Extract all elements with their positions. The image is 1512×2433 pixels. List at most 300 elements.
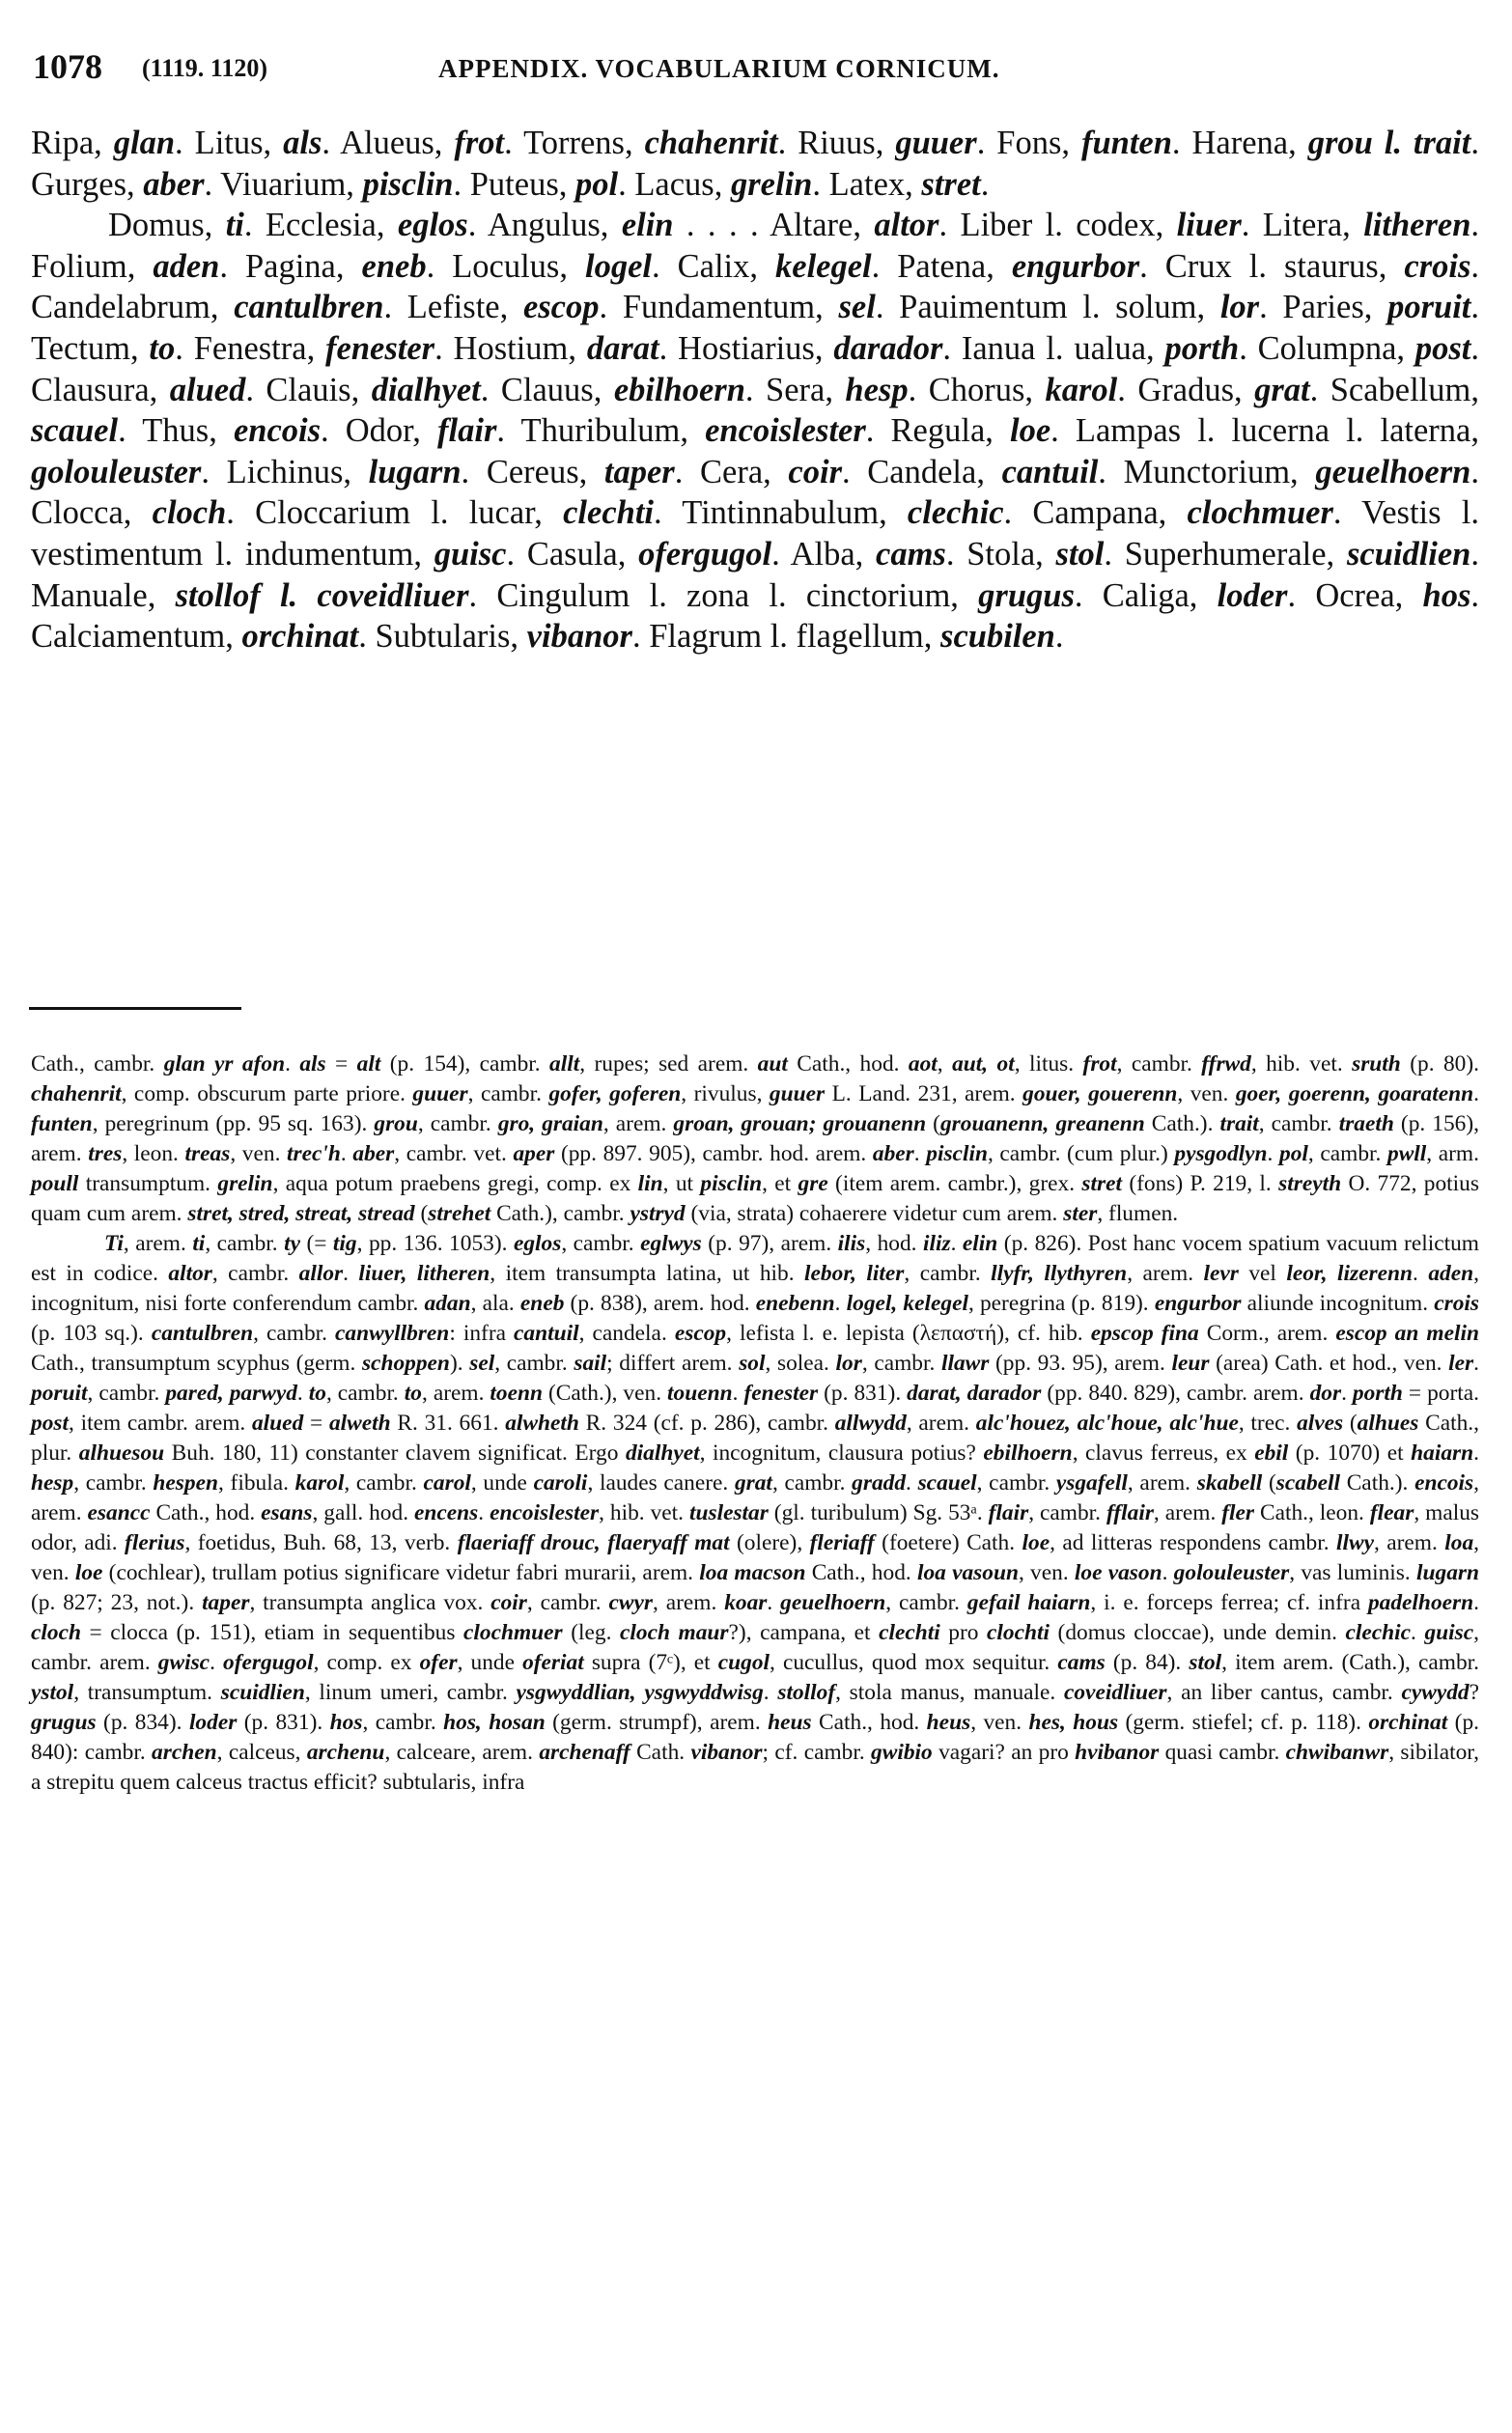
- latin-text: . Gurges,: [31, 125, 1479, 203]
- latin-text: .: [913, 1141, 927, 1166]
- cornish-word: crois: [1434, 1291, 1480, 1316]
- latin-text: transumptum.: [78, 1171, 218, 1196]
- latin-text: (cochlear), trullam potius significare videtur fabri murarii, arem.: [102, 1560, 700, 1585]
- latin-text: , comp. ex: [313, 1650, 420, 1675]
- cornish-word: pared, parwyd: [165, 1381, 297, 1406]
- latin-text: (p. 840): cambr.: [31, 1710, 1479, 1765]
- cornish-word: clechic: [1345, 1620, 1412, 1645]
- cornish-word: sel: [469, 1351, 495, 1376]
- latin-text: .: [980, 165, 990, 203]
- latin-text: , clavus ferreus, ex: [1072, 1440, 1255, 1466]
- latin-text: (: [1262, 1470, 1276, 1496]
- cornish-word: aot: [908, 1051, 938, 1077]
- cornish-word: flair: [437, 412, 497, 450]
- latin-text: , sibilator, a strepitu quem calceus tractus efficit? subtularis, infra: [31, 1740, 1479, 1795]
- latin-text: . Lefiste,: [383, 289, 523, 326]
- cornish-word: toenn: [490, 1381, 543, 1406]
- latin-text: , cambr.: [904, 1261, 992, 1286]
- latin-text: cambr.: [1331, 1680, 1402, 1705]
- latin-text: .: [201, 453, 227, 490]
- latin-text: . Pagina,: [219, 247, 362, 285]
- cornish-word: cantuil: [1001, 453, 1099, 490]
- cornish-word: padelhoern: [1367, 1590, 1474, 1615]
- cornish-word: grugus: [31, 1710, 97, 1735]
- latin-text: , comp. obscurum parte priore.: [121, 1081, 413, 1106]
- latin-text: hod., ven.: [1352, 1351, 1449, 1376]
- latin-text: .: [871, 247, 898, 285]
- latin-text: , ven.: [970, 1710, 1029, 1735]
- cornish-word: archenaff: [539, 1740, 630, 1765]
- latin-text: calceus,: [228, 1740, 307, 1765]
- latin-text: , trec.: [1238, 1411, 1298, 1436]
- latin-text: . Candelabrum,: [31, 247, 1479, 326]
- cornish-word: allt: [549, 1051, 580, 1077]
- cornish-word: alhues: [1357, 1411, 1419, 1436]
- latin-text: , vas luminis.: [1289, 1560, 1416, 1585]
- cornish-word: kelegel: [775, 247, 872, 285]
- latin-text: , arem.: [123, 1231, 193, 1256]
- cornish-word: altor: [874, 207, 939, 244]
- cornish-word: loder: [188, 1710, 238, 1735]
- latin-text: : infra: [449, 1321, 515, 1346]
- cornish-word: ti: [225, 207, 244, 244]
- cornish-word: dialhyet: [371, 371, 481, 408]
- latin-text: . Thus,: [118, 412, 234, 450]
- cornish-word: scuidlien: [1346, 535, 1471, 573]
- latin-text: , cambr.: [253, 1321, 336, 1346]
- latin-text: Cath., cambr.: [31, 1051, 164, 1077]
- cornish-word: dialhyet: [625, 1440, 700, 1466]
- latin-text: cambr.: [784, 1470, 853, 1496]
- latin-text: , cambr.: [467, 1081, 549, 1106]
- latin-text: Domus,: [108, 207, 226, 244]
- cornish-word: grugus: [978, 576, 1075, 614]
- latin-text: vel: [1238, 1261, 1287, 1286]
- latin-text: , cambr.: [861, 1351, 941, 1376]
- cornish-word: pwll: [1387, 1141, 1427, 1166]
- cornish-word: streyth: [1278, 1171, 1342, 1196]
- cornish-word: vibanor: [526, 618, 632, 656]
- cornish-word: hos, hosan: [443, 1710, 546, 1735]
- latin-text: , rivulus,: [681, 1081, 770, 1106]
- cornish-word: stret: [1081, 1171, 1122, 1196]
- latin-text: Patena,: [897, 247, 1012, 285]
- cornish-word: ty: [284, 1231, 300, 1256]
- latin-text: .: [1054, 618, 1064, 656]
- cornish-word: frot: [454, 125, 505, 161]
- latin-text: , cambr.: [87, 1381, 166, 1406]
- latin-text: . Clausura,: [31, 329, 1479, 408]
- cornish-word: alt: [356, 1051, 381, 1077]
- cornish-word: cloch: [31, 1620, 81, 1645]
- cornish-word: flair: [988, 1500, 1029, 1525]
- latin-text: . Ecclesia,: [243, 207, 398, 244]
- cornish-word: clechic: [907, 494, 1004, 532]
- cornish-word: guisc: [434, 535, 507, 573]
- latin-text: , ven.: [1018, 1560, 1075, 1585]
- latin-text: .: [1162, 1560, 1174, 1585]
- cornish-word: chahenrit: [31, 1081, 122, 1106]
- latin-text: R. 324 (cf. p. 286), cambr.: [578, 1411, 835, 1436]
- latin-text: , cambr.: [31, 1620, 1479, 1675]
- cornish-word: alc'houez, alc'houe, alc'hue: [975, 1411, 1239, 1436]
- latin-text: , calceare, arem.: [384, 1740, 540, 1765]
- latin-text: , transumpta anglica vox.: [249, 1590, 491, 1615]
- cornish-word: chahenrit: [644, 125, 778, 161]
- cornish-word: alued: [169, 371, 246, 408]
- cornish-word: gradd: [852, 1470, 907, 1496]
- cornish-word: loe: [1010, 412, 1051, 450]
- cornish-word: aber: [872, 1141, 914, 1166]
- latin-text: hod.: [710, 1291, 756, 1316]
- latin-text: Cath., transumptum scyphus (germ.: [31, 1351, 362, 1376]
- latin-text: Cath., plur.: [31, 1411, 1479, 1466]
- latin-text: (foetere) Cath.: [874, 1530, 1022, 1555]
- cornish-word: oferiat: [522, 1650, 584, 1675]
- latin-text: (p. 80).: [1400, 1051, 1480, 1077]
- latin-text: , ven.: [1177, 1081, 1236, 1106]
- cornish-word: alued: [251, 1411, 304, 1436]
- latin-text: (: [1343, 1411, 1358, 1436]
- cornish-word: ebil: [1254, 1440, 1289, 1466]
- latin-text: , cambr.: [561, 1231, 641, 1256]
- latin-text: (germ. stiefel; cf. p. 118).: [1118, 1710, 1369, 1735]
- cornish-word: esancc: [87, 1500, 151, 1525]
- latin-text: , arem.: [1373, 1530, 1445, 1555]
- latin-text: . Stola,: [945, 535, 1056, 573]
- latin-text: (p. 827; 23, not.).: [31, 1590, 203, 1615]
- latin-text: .: [285, 1051, 300, 1077]
- cornish-word: eneb: [519, 1291, 565, 1316]
- latin-text: Cath.,: [150, 1500, 216, 1525]
- latin-text: . Vestis l. vestimentum l. indumentum,: [31, 494, 1479, 573]
- cornish-word: logel: [585, 247, 652, 285]
- cornish-word: epscop fina: [1090, 1321, 1199, 1346]
- latin-text: Cath.), cambr.: [490, 1201, 630, 1226]
- latin-text: . Cloccarium l. lucar,: [226, 494, 564, 532]
- latin-text: .: [834, 1291, 847, 1316]
- cornish-word: eneb: [361, 247, 427, 285]
- cornish-word: lor: [1219, 289, 1260, 326]
- cornish-word: heus: [926, 1710, 971, 1735]
- page-number: 1078: [33, 47, 102, 86]
- latin-text: , arem.: [1153, 1500, 1222, 1525]
- cornish-word: cantulbren: [234, 289, 384, 326]
- latin-text: . Clauis,: [245, 371, 372, 408]
- latin-text: (p. 838), arem.: [564, 1291, 711, 1316]
- cornish-word: eglos: [397, 207, 468, 244]
- cornish-word: coveidliuer: [1063, 1680, 1167, 1705]
- cornish-word: darat, darador: [907, 1381, 1042, 1406]
- latin-text: .: [732, 1381, 744, 1406]
- running-title: APPENDIX. VOCABULARIUM CORNICUM.: [438, 54, 1000, 83]
- latin-text: .: [767, 1590, 781, 1615]
- footnote-paragraph: [31, 1049, 1479, 1229]
- latin-text: , malus odor, adi.: [31, 1500, 1479, 1555]
- latin-text: , leon.: [122, 1141, 185, 1166]
- latin-text: (p. 84).: [1105, 1650, 1190, 1675]
- cornish-word: goer, goerenn, goaratenn: [1235, 1081, 1474, 1106]
- latin-text: pro: [939, 1620, 988, 1645]
- latin-text: .: [210, 1650, 223, 1675]
- latin-text: , cambr.: [526, 1590, 609, 1615]
- latin-text: .: [1470, 576, 1480, 614]
- cornish-word: porth: [1352, 1381, 1403, 1406]
- cornish-word: to: [404, 1381, 422, 1406]
- latin-text: =: [325, 1051, 357, 1077]
- latin-text: .: [478, 1500, 490, 1525]
- cornish-word: scauel: [917, 1470, 977, 1496]
- latin-text: , i. e. forceps ferrea; cf. infra: [1090, 1590, 1368, 1615]
- latin-text: supra (7ᶜ), et: [583, 1650, 718, 1675]
- cornish-word: guuer: [412, 1081, 468, 1106]
- latin-text: , cambr.: [325, 1381, 405, 1406]
- latin-text: . Torrens,: [504, 125, 645, 161]
- cornish-word: engurbor: [1154, 1291, 1242, 1316]
- latin-text: L. Land. 231, arem.: [825, 1081, 1023, 1106]
- cornish-word: koar: [724, 1590, 768, 1615]
- cornish-word: logel, kelegel: [846, 1291, 968, 1316]
- latin-text: , litus.: [1014, 1051, 1083, 1077]
- page-range: (1119. 1120): [142, 54, 268, 82]
- cornish-word: aden: [1428, 1261, 1474, 1286]
- latin-text: (p. 154), cambr.: [380, 1051, 550, 1077]
- footnotes: [31, 1049, 1479, 1798]
- latin-text: . Litera,: [1241, 207, 1364, 244]
- cornish-word: engurbor: [1011, 247, 1140, 285]
- latin-text: , cambr.: [205, 1231, 285, 1256]
- latin-text: , pp. 136. 1053).: [356, 1231, 514, 1256]
- latin-text: .: [343, 1261, 359, 1286]
- latin-text: . Manuale,: [31, 535, 1479, 614]
- cornish-word: pisclin: [362, 165, 454, 203]
- latin-text: Cath., hod.: [811, 1710, 927, 1735]
- cornish-word: cloch: [152, 494, 227, 532]
- latin-text: vagari? an pro: [932, 1740, 1076, 1765]
- latin-text: . Latex,: [812, 165, 922, 203]
- latin-text: .: [618, 165, 635, 203]
- latin-text: . Lampas l. lucerna l. laterna,: [1050, 412, 1479, 450]
- latin-text: (pp. 897. 905), cambr. hod. arem.: [554, 1141, 873, 1166]
- latin-text: .: [599, 289, 623, 326]
- cornish-word: cugol: [717, 1650, 770, 1675]
- latin-text: Cath.).: [1340, 1470, 1415, 1496]
- cornish-word: hesp: [31, 1470, 74, 1496]
- latin-text: ,: [494, 1351, 507, 1376]
- cornish-word: dor: [1309, 1381, 1342, 1406]
- cornish-word: cywydd: [1401, 1680, 1470, 1705]
- latin-text: hib.: [1048, 1321, 1091, 1346]
- cornish-word: karol: [1045, 371, 1118, 408]
- cornish-word: grat: [734, 1470, 772, 1496]
- cornish-word: aden: [153, 247, 220, 285]
- cornish-word: orchinat: [1368, 1710, 1448, 1735]
- cornish-word: darat: [586, 329, 659, 367]
- cornish-word: clochti: [987, 1620, 1050, 1645]
- latin-text: .: [1267, 1141, 1280, 1166]
- latin-text: .: [771, 535, 791, 573]
- cornish-word: ofergugol: [223, 1650, 314, 1675]
- latin-text: . Loculus,: [426, 247, 585, 285]
- latin-text: . Superhumerale,: [1104, 535, 1347, 573]
- latin-text: , hib. vet.: [1250, 1051, 1353, 1077]
- page-header: [33, 46, 1481, 85]
- latin-text: .: [1239, 329, 1258, 367]
- latin-text: (: [414, 1201, 429, 1226]
- cornish-word: archenu: [306, 1740, 385, 1765]
- latin-text: , ven.: [230, 1141, 288, 1166]
- cornish-word: poruit: [31, 1381, 88, 1406]
- cornish-word: escop: [522, 289, 600, 326]
- latin-text: (p. 103 sq.).: [31, 1321, 152, 1346]
- latin-text: (: [926, 1111, 940, 1136]
- cornish-word: grou l. trait: [1307, 125, 1471, 161]
- cornish-word: coir: [490, 1590, 527, 1615]
- cornish-word: gouer, gouerenn: [1022, 1081, 1178, 1106]
- latin-text: , cambr.: [344, 1470, 424, 1496]
- cornish-word: encois: [1414, 1470, 1474, 1496]
- latin-text: . Ianua l. ualua,: [942, 329, 1165, 367]
- cornish-word: hes, hous: [1028, 1710, 1119, 1735]
- latin-text: . Angulus,: [467, 207, 622, 244]
- cornish-word: liuer, litheren: [358, 1261, 490, 1286]
- cornish-word: alhuesou: [78, 1440, 165, 1466]
- latin-text: . Viuarium,: [204, 165, 363, 203]
- cornish-word: eglwys: [640, 1231, 702, 1256]
- cornish-word: loe: [1022, 1530, 1050, 1555]
- latin-text: . Casula,: [506, 535, 639, 573]
- cornish-word: encoislester: [490, 1500, 600, 1525]
- latin-text: significat. Ergo: [477, 1440, 626, 1466]
- cornish-word: ofergugol: [638, 535, 772, 573]
- cornish-word: encoislester: [705, 412, 866, 450]
- latin-text: , stola manus, manuale.: [835, 1680, 1064, 1705]
- latin-text: .: [1341, 1381, 1353, 1406]
- latin-text: cambr. arem.: [126, 1411, 252, 1436]
- cornish-word: pisclin: [700, 1171, 763, 1196]
- latin-text: Columpna,: [1257, 329, 1415, 367]
- latin-text: , cambr.: [885, 1590, 967, 1615]
- cornish-word: cams: [1057, 1650, 1106, 1675]
- latin-text: (via,: [685, 1201, 738, 1226]
- latin-text: . Hostiarius,: [658, 329, 834, 367]
- cornish-word: to: [308, 1381, 326, 1406]
- cornish-word: eglos: [513, 1231, 562, 1256]
- latin-text: (gl. turibulum) Sg. 53ᵃ.: [768, 1500, 989, 1525]
- latin-text: R. 31. 661.: [390, 1411, 506, 1436]
- cornish-word: haiarn: [1411, 1440, 1474, 1466]
- latin-text: .: [1473, 1351, 1479, 1376]
- latin-text: (Cath.), ven.: [543, 1381, 668, 1406]
- latin-text: ; differt arem.: [606, 1351, 740, 1376]
- main-paragraph: [31, 205, 1479, 657]
- latin-text: , peregrinum (pp. 95 sq. 163).: [92, 1111, 375, 1136]
- cornish-word: esans: [261, 1500, 313, 1525]
- cornish-word: clochmuer: [463, 1620, 563, 1645]
- cornish-word: sol: [739, 1351, 766, 1376]
- cornish-word: loa macson: [699, 1560, 806, 1585]
- cornish-word: llawr: [940, 1351, 990, 1376]
- cornish-word: als: [299, 1051, 326, 1077]
- cornish-word: heus: [768, 1710, 812, 1735]
- latin-text: . Paries,: [1259, 289, 1388, 326]
- cornish-word: post: [31, 1411, 69, 1436]
- latin-text: , arem.: [421, 1381, 490, 1406]
- cornish-word: tig: [332, 1231, 357, 1256]
- latin-text: , an liber cantus,: [1166, 1680, 1332, 1705]
- cornish-word: groan, grouan; grouanenn: [673, 1111, 927, 1136]
- cornish-word: fenester: [743, 1381, 819, 1406]
- latin-text: .: [496, 412, 521, 450]
- cornish-word: flerius: [125, 1530, 185, 1555]
- latin-text: Fundamentum,: [622, 289, 839, 326]
- latin-text: Cath.: [630, 1740, 691, 1765]
- latin-text: Lichinus,: [226, 453, 369, 490]
- latin-text: . Munctorium,: [1098, 453, 1316, 490]
- latin-text: . Puteus,: [453, 165, 576, 203]
- cornish-word: encens: [414, 1500, 479, 1525]
- latin-text: . Folium,: [31, 207, 1480, 285]
- cornish-word: lor: [835, 1351, 862, 1376]
- cornish-word: alweth: [328, 1411, 391, 1436]
- latin-text: . Sera,: [744, 371, 846, 408]
- latin-text: .: [1411, 1620, 1425, 1645]
- cornish-word: lugarn: [1416, 1560, 1480, 1585]
- latin-text: = porta.: [1402, 1381, 1479, 1406]
- latin-text: (p. 97), arem.: [701, 1231, 838, 1256]
- cornish-word: ffrwd: [1201, 1051, 1251, 1077]
- cornish-word: ystryd: [630, 1201, 686, 1226]
- cornish-word: stret: [921, 165, 981, 203]
- latin-text: hod.: [871, 1560, 917, 1585]
- cornish-word: cloch maur: [620, 1620, 729, 1645]
- cornish-word: leur: [1171, 1351, 1210, 1376]
- latin-text: (p. 156), arem.: [31, 1111, 1479, 1166]
- cornish-word: aut, ot: [952, 1051, 1015, 1077]
- cornish-word: golouleuster: [31, 453, 202, 490]
- cornish-word: taper: [603, 453, 675, 490]
- cornish-word: treas: [184, 1141, 231, 1166]
- latin-text: , item: [69, 1411, 127, 1436]
- latin-text: (p. 831).: [237, 1710, 330, 1735]
- latin-text: , et: [762, 1171, 798, 1196]
- cornish-word: carol: [423, 1470, 471, 1496]
- latin-text: . Odor,: [321, 412, 438, 450]
- cornish-word: frot: [1082, 1051, 1117, 1077]
- cornish-word: stol: [1055, 535, 1105, 573]
- cornish-word: ysgafell: [1055, 1470, 1128, 1496]
- latin-text: , peregrina (p. 819).: [967, 1291, 1155, 1316]
- cornish-word: loa vasoun: [916, 1560, 1019, 1585]
- cornish-word: iliz: [922, 1231, 951, 1256]
- cornish-word: loe: [74, 1560, 103, 1585]
- latin-text: , cambr.: [1028, 1500, 1106, 1525]
- cornish-word: grelin: [217, 1171, 273, 1196]
- latin-text: , item transumpta latina, ut hib.: [490, 1261, 805, 1286]
- latin-text: . Cera,: [674, 453, 789, 490]
- latin-text: = clocca (p. 151), etiam in sequentibus: [80, 1620, 463, 1645]
- latin-text: (p. 831).: [818, 1381, 908, 1406]
- latin-text: , flumen.: [1097, 1201, 1179, 1226]
- latin-text: . Scabellum,: [1309, 371, 1479, 408]
- latin-text: .: [950, 1231, 963, 1256]
- cornish-word: altor: [168, 1261, 212, 1286]
- latin-text: . Pauimentum l. solum,: [875, 289, 1220, 326]
- cornish-word: litheren: [1363, 207, 1471, 244]
- latin-text: , incognitum, clausura potius?: [699, 1440, 984, 1466]
- latin-text: . Chorus,: [908, 371, 1046, 408]
- latin-text: gregi, comp. ex: [487, 1171, 638, 1196]
